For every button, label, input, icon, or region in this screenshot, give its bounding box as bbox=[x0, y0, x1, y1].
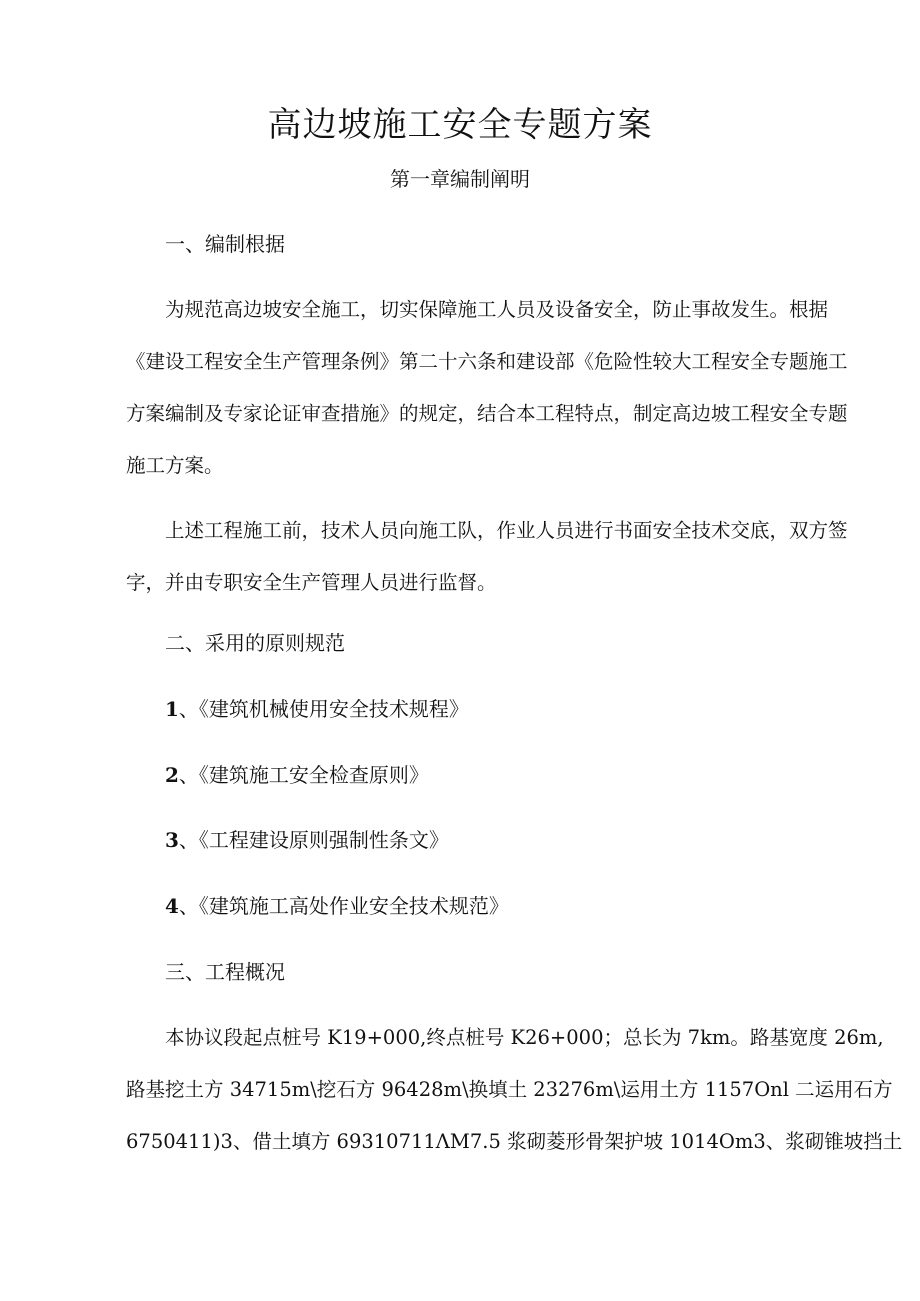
standard-list-item bbox=[165, 693, 469, 725]
paragraph-line: 本协议段起点桩号 K19+000,终点桩号 K26+000；总长为 7km。路基宽度 26m, bbox=[165, 1026, 884, 1049]
paragraph-basis bbox=[126, 284, 848, 492]
chapter-heading: 第一章编制阐明 bbox=[390, 167, 530, 191]
paragraph-line: 字，并由专职安全生产管理人员进行监督。 bbox=[126, 571, 497, 594]
paragraph-overview bbox=[126, 1012, 903, 1168]
section-heading-basis: 一、编制根据 bbox=[165, 232, 285, 256]
list-item-text: 、《建筑施工高处作业安全技术规范》 bbox=[178, 894, 509, 918]
section-heading-standards: 二、采用的原则规范 bbox=[165, 631, 345, 655]
paragraph-line: 6750411)3、借土填方 69310711ΛM7.5 浆砌菱形骨架护坡 1014Om3、浆砌锥坡挡土 bbox=[126, 1130, 903, 1153]
document-title: 高边坡施工安全专题方案 bbox=[267, 105, 653, 145]
list-item-number: 3 bbox=[165, 828, 179, 852]
paragraph-line: 《建设工程安全生产管理条例》第二十六条和建设部《危险性较大工程安全专题施工 bbox=[126, 350, 848, 373]
standard-list-item bbox=[165, 759, 429, 791]
paragraph-line: 为规范高边坡安全施工，切实保障施工人员及设备安全，防止事故发生。根据 bbox=[165, 298, 829, 321]
section-heading-overview: 三、工程概况 bbox=[165, 960, 285, 984]
paragraph-line: 路基挖土方 34715m\挖石方 96428m\换填土 23276m\运用土方 1157Onl 二运用石方 bbox=[126, 1078, 893, 1101]
standard-list-item bbox=[165, 824, 449, 856]
paragraph-line: 方案编制及专家论证审查措施》的规定，结合本工程特点，制定高边坡工程安全专题 bbox=[126, 402, 848, 425]
list-item-number: 2 bbox=[165, 763, 179, 787]
paragraph-line: 上述工程施工前，技术人员向施工队，作业人员进行书面安全技术交底，双方签 bbox=[165, 519, 848, 542]
list-item-number: 1 bbox=[165, 697, 179, 721]
list-item-text: 、《工程建设原则强制性条文》 bbox=[178, 828, 449, 852]
paragraph-line: 施工方案。 bbox=[126, 454, 224, 477]
paragraph-disclosure bbox=[126, 505, 848, 609]
standard-list-item bbox=[165, 890, 509, 922]
list-item-number: 4 bbox=[165, 894, 179, 918]
list-item-text: 、《建筑机械使用安全技术规程》 bbox=[178, 697, 469, 721]
list-item-text: 、《建筑施工安全检查原则》 bbox=[178, 763, 429, 787]
